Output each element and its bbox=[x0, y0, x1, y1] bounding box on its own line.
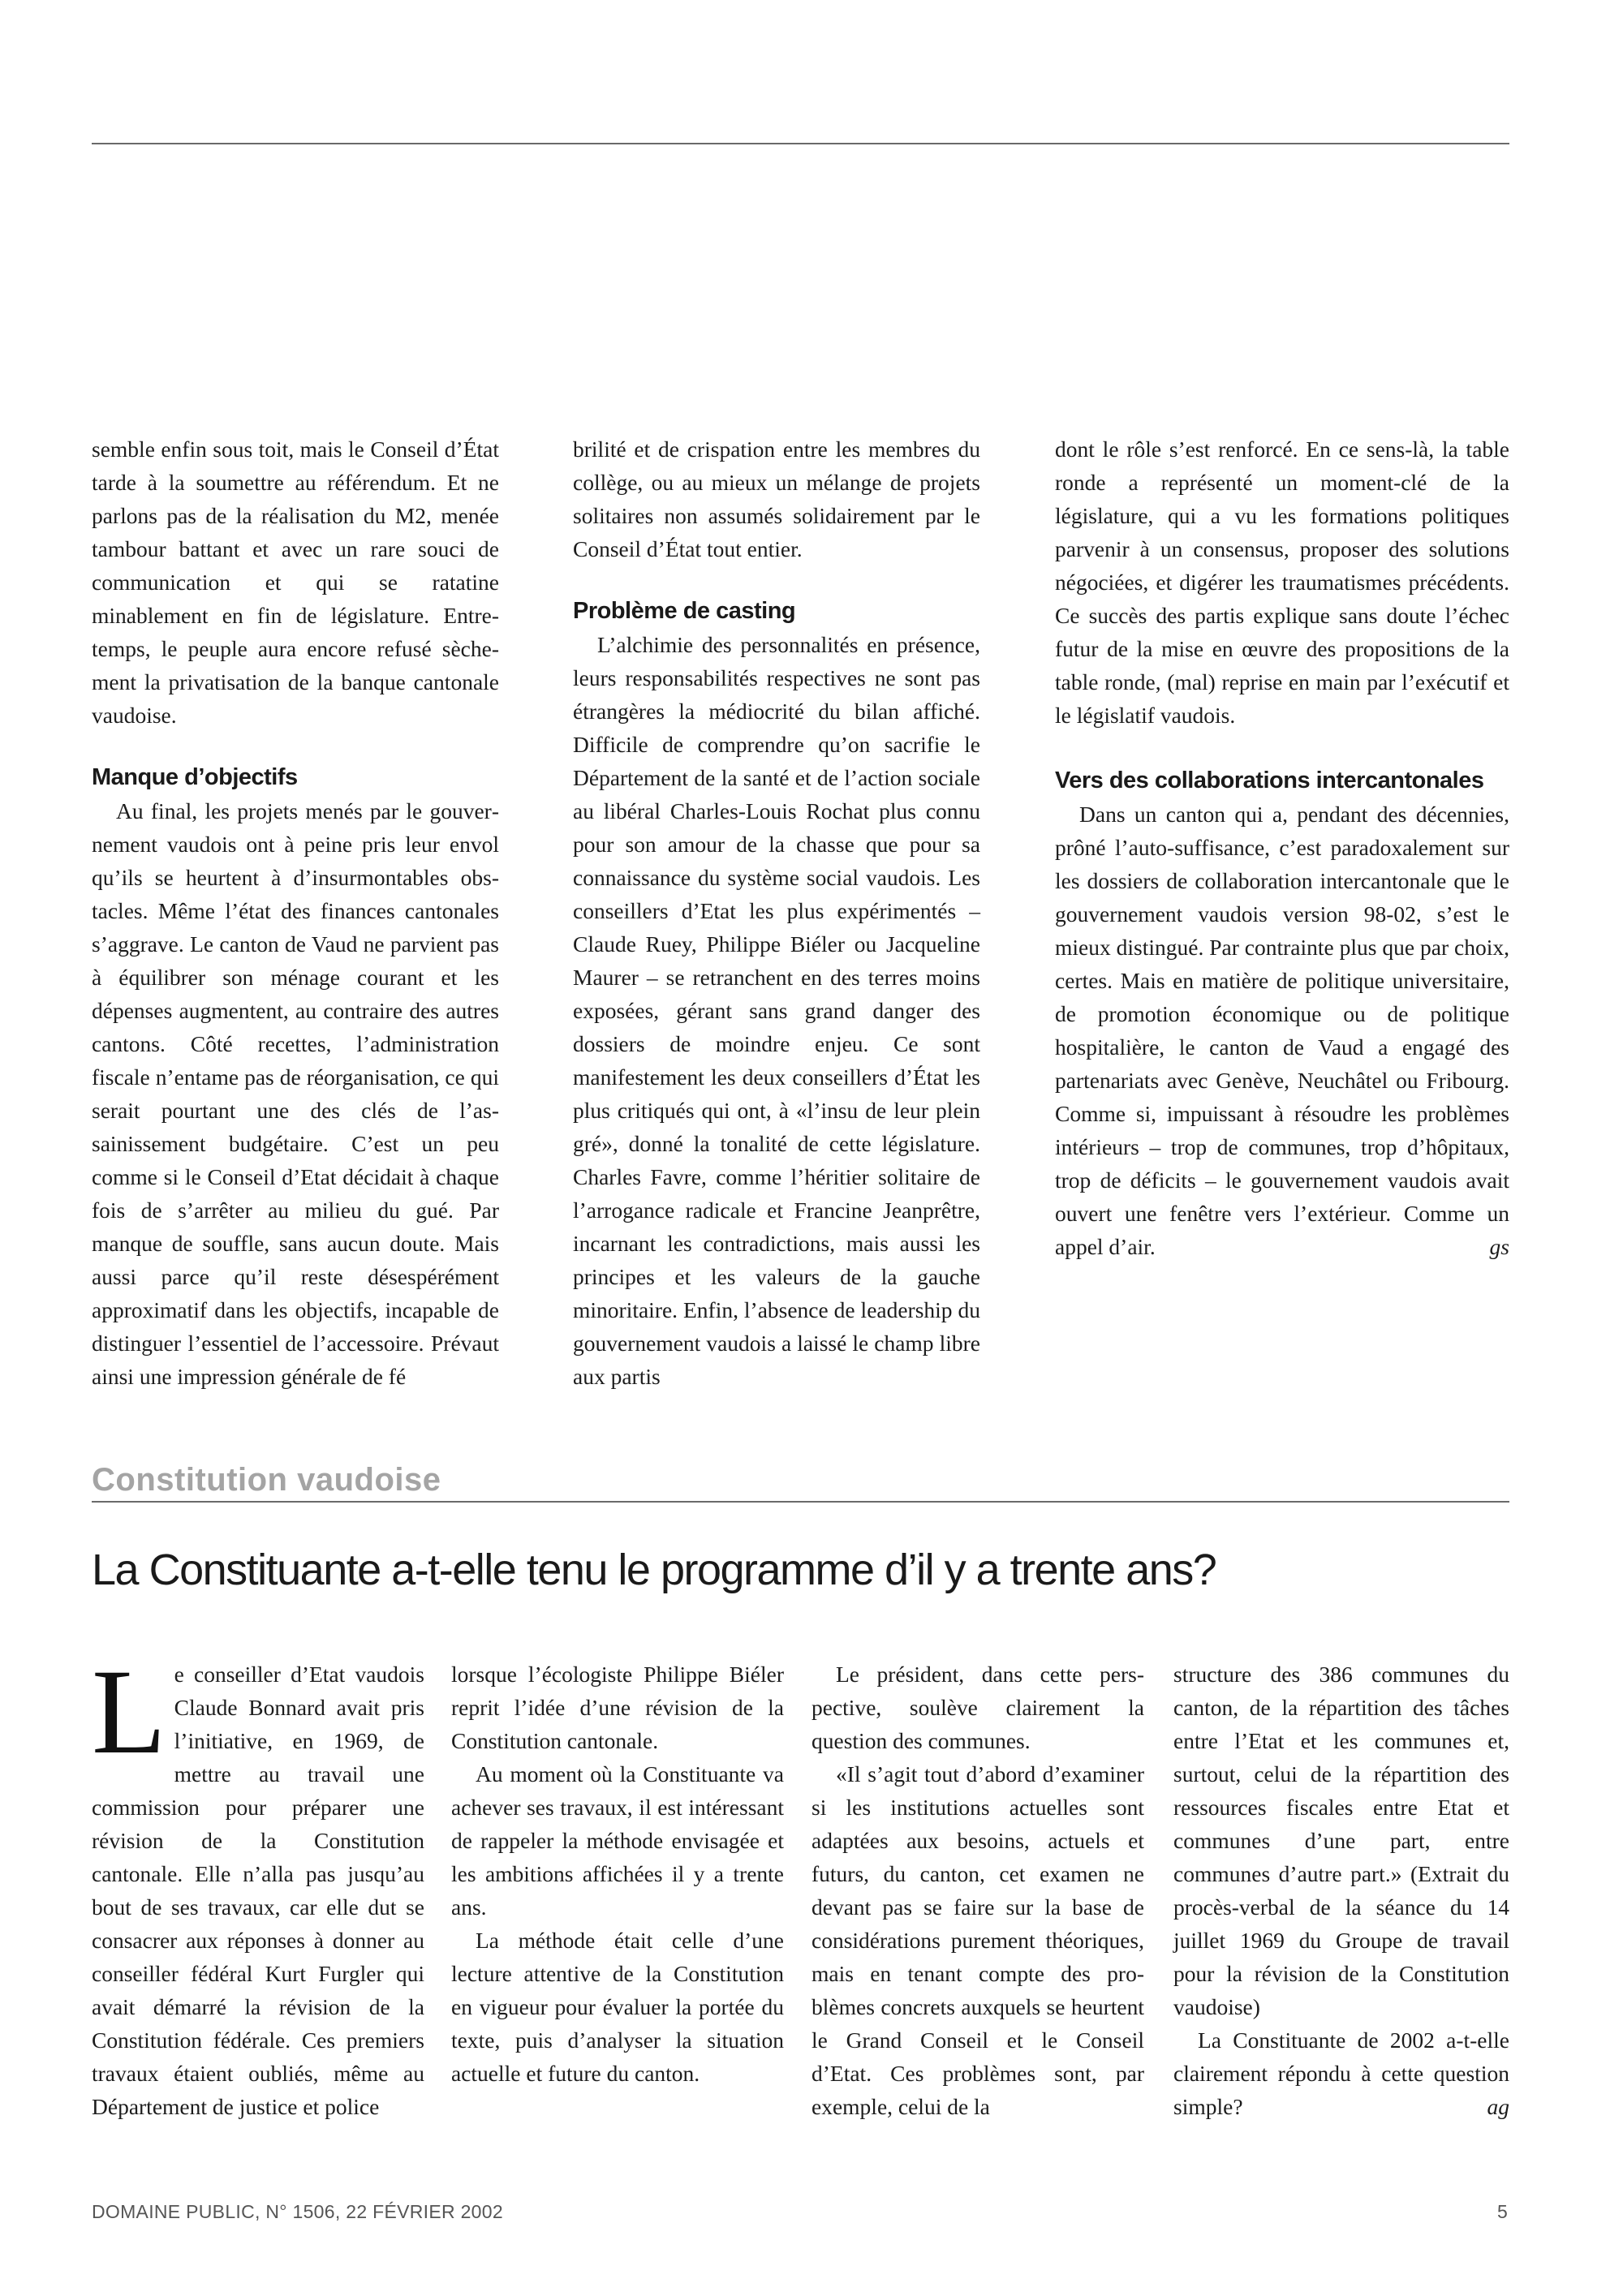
paragraph: Au final, les projets menés par le gouvernement vaudois ont à peine pris leur envol qu’ils se heurtent à d’insurmontables obstacles. Même l’état des finances cantonales s’aggrave. Le canton de Vaud ne parvient pas à équilibrer son ménage courant et les dépenses augmentent, au contraire des autres cantons. Côté recettes, l’administration fiscale n’entame pas de réorganisation, ce qui serait pourtant une des clés de l’assainissement budgétaire. C’est un peu comme si le Conseil d’Etat décidait à chaque fois de s’arrêter au milieu du gué. Par manque de souffle, sans aucun doute. Mais aussi parce qu’il reste désespérément approximatif dans les objectifs, incapable de distinguer l’essentiel de l’accessoire. Prévaut ainsi une impression générale de fé bbox=[92, 798, 499, 1389]
paragraph: La méthode était celle d’une lecture attentive de la Constitution en vigueur pour évaluer la portée du texte, puis d’analyser la situation actuelle et future du canton. bbox=[451, 1928, 784, 2086]
paragraph: structure des 386 communes du canton, de la répartition des tâches entre l’Etat et les communes et, surtout, celui de la répartition des ressources fiscales entre Etat et communes d’une part, entre communes d’autre part.» (Extrait du procès-verbal de la séance du 14 juillet 1969 du Groupe de travail pour la révision de la Constitution vaudoise) bbox=[1173, 1662, 1509, 2019]
paragraph bbox=[1173, 2023, 1509, 2123]
paragraph: L’alchimie des personnalités en présence, leurs responsabilités respectives ne sont pas étrangères la médiocrité du bilan affiché. Difficile de comprendre qu’on sacrifie le Département de la santé et de l’action sociale au libéral Charles-Louis Rochat plus connu pour son amour de la chasse que pour sa connaissance du système social vaudois. Les conseillers d’Etat les plus expérimentés – Claude Ruey, Philippe Biéler ou Jacqueline Maurer – se retranchent en des terres moins exposées, gérant sans grand danger des dossiers de moindre enjeu. Ce sont manifestement les deux conseillers d’État les plus critiqués qui ont, à «l’insu de leur plein gré», donné la tonalité de cette législature. Charles Favre, comme l’héritier solitaire de l’arrogance radicale et Francine Jeanprêtre, incarnant les contradictions, mais aussi les principes et les valeurs de la gauche minoritaire. Enfin, l’absence de leadership du gouvernement vaudois a laissé le champ libre aux partis bbox=[573, 632, 980, 1389]
section-label: Constitution vaudoise bbox=[92, 1462, 441, 1493]
paragraph bbox=[92, 1645, 424, 2123]
footer-page-number: 5 bbox=[1497, 2201, 1509, 2222]
paragraph-text: Dans un canton qui a, pendant des décennies, prôné l’auto-suffisance, c’est paradoxalement sur les dossiers de collaboration intercantonale que le gouvernement vaudois version 98-02, s’est le mieux distingué. Par contrainte plus que par choix, certes. Mais en matière de politique universitaire, de promotion économique ou de politique hospitalière, le canton de Vaud a engagé des partenariats avec Genève, Neuchâtel ou Fribourg. Comme si, impuissant à résoudre les problèmes intérieurs – trop de communes, trop d’hôpitaux, trop de déficits – le gouvernement vaudois avait ouvert une fenêtre vers l’extérieur. Comme un appel d’air. bbox=[1055, 802, 1509, 1259]
article2-column-4 bbox=[1173, 1658, 1509, 2123]
article2-column-1 bbox=[92, 1645, 424, 2123]
footer-publication: DOMAINE PUBLIC, N° 1506, 22 FÉVRIER 2002 bbox=[92, 2201, 503, 2222]
drop-cap: L bbox=[92, 1645, 166, 1779]
section-rule bbox=[92, 1501, 1509, 1503]
author-signature: ag bbox=[1487, 2094, 1509, 2119]
paragraph: Le président, dans cette perspective, soulève clairement la question des communes. bbox=[812, 1662, 1144, 1753]
subheading-collaborations-intercantonales: Vers des collaborations intercantonales bbox=[1055, 767, 1484, 793]
article1-column-2 bbox=[573, 432, 980, 1393]
paragraph-text: e conseiller d’Etat vaudois Claude Bonnard avait pris l’initiative, en 1969, de mettre au travail une commission pour préparer une révision de la Constitution cantonale. Elle n’alla pas jusqu’au bout de ses travaux, car elle dut se consacrer aux réponses à donner au conseiller fédéral Kurt Furgler qui avait démarré la révision de la Constitution fédérale. Ces premiers travaux étaient oubliés, même au Département de justice et police bbox=[92, 1662, 424, 2119]
article2-column-2 bbox=[451, 1658, 784, 2090]
paragraph: «Il s’agit tout d’abord d’examiner si les institutions actuelles sont adaptées aux besoins, actuels et futurs, du canton, cet examen ne devant pas se faire sur la base de considérations purement théoriques, mais en tenant compte des problèmes concrets auxquels se heurtent le Grand Conseil et le Conseil d’Etat. Ces problèmes sont, par exemple, celui de la bbox=[812, 1761, 1144, 2119]
author-signature: gs bbox=[1489, 1234, 1509, 1259]
paragraph bbox=[1055, 798, 1509, 1263]
paragraph: semble enfin sous toit, mais le Conseil d’État tarde à la soumettre au référendum. Et ne parlons pas de la réalisation du M2, menée tambour battant et avec un rare souci de communication et qui se ratatine minablement en fin de législature. Entretemps, le peuple aura encore refusé sèchement la privatisation de la banque cantonale vaudoise. bbox=[92, 436, 499, 728]
article1-column-3 bbox=[1055, 432, 1509, 1263]
subheading-manque-objectifs: Manque d’objectifs bbox=[92, 764, 298, 790]
article-headline: La Constituante a-t-elle tenu le programme d’il y a trente ans? bbox=[92, 1546, 1216, 1594]
paragraph: brilité et de crispation entre les membres du collège, ou au mieux un mélange de projets solitaires non assumés solidairement par le Conseil d’État tout entier. bbox=[573, 436, 980, 561]
paragraph: Au moment où la Constituante va achever ses travaux, il est intéressant de rappeler la méthode envisagée et les ambitions affichées il y a trente ans. bbox=[451, 1761, 784, 1920]
top-rule bbox=[92, 143, 1509, 144]
paragraph: dont le rôle s’est renforcé. En ce sens-là, la table ronde a représenté un moment-clé de la législature, qui a vu les formations politiques parvenir à un consensus, proposer des solutions négociées, et digérer les traumatismes précédents. Ce succès des partis explique sans doute l’échec futur de la mise en œuvre des propositions de la table ronde, (mal) reprise en main par l’exécutif et le législatif vaudois. bbox=[1055, 436, 1509, 728]
subheading-probleme-casting: Problème de casting bbox=[573, 598, 796, 624]
article1-column-1 bbox=[92, 432, 499, 1393]
article2-column-3 bbox=[812, 1658, 1144, 2123]
paragraph-text: La Constituante de 2002 a-t-elle clairement répondu à cette question simple? bbox=[1173, 2027, 1509, 2119]
paragraph: lorsque l’écologiste Philippe Biéler reprit l’idée d’une révision de la Constitution cantonale. bbox=[451, 1662, 784, 1753]
